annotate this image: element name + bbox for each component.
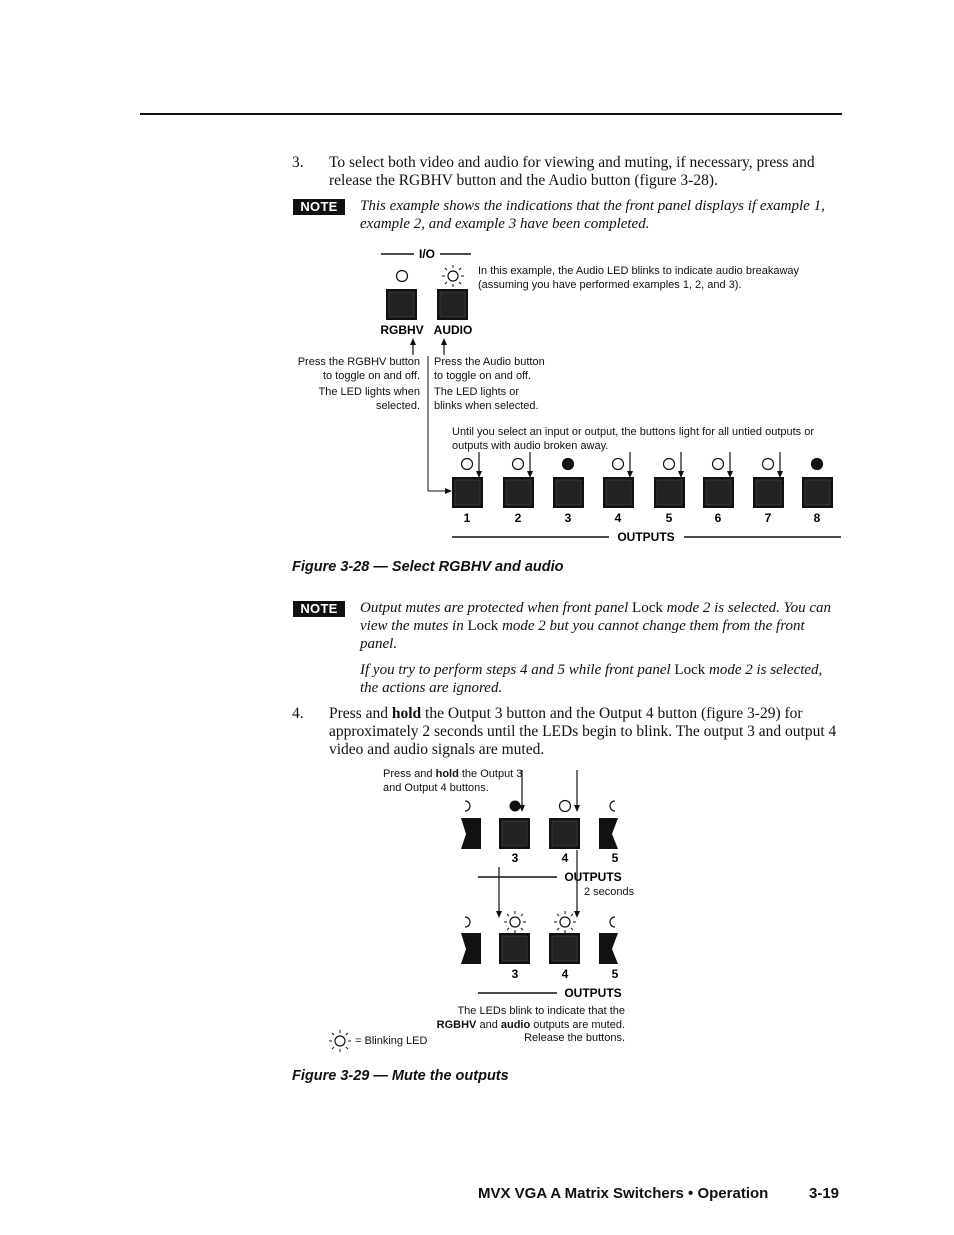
output-arrow-icon: [678, 471, 684, 478]
output-number: 6: [714, 511, 722, 525]
output-led-icon: [513, 459, 524, 470]
io-label: I/O: [418, 247, 436, 261]
output-arrow-icon: [727, 471, 733, 478]
outputs-label: OUTPUTS: [617, 530, 675, 544]
output-led-icon: [812, 459, 823, 470]
svg-text:3: 3: [511, 967, 519, 981]
output3-led-on-icon: [510, 801, 521, 812]
note-badge: NOTE: [293, 199, 345, 215]
page-number: 3-19: [809, 1185, 840, 1202]
output-arrow-icon: [476, 471, 482, 478]
figure-3-29-caption: Figure 3-29 — Mute the outputs: [292, 1068, 509, 1084]
audio-arrow-icon: [441, 338, 447, 345]
audio-led-note: In this example, the Audio LED blinks to indicate audio breakaway (assuming you have performed examples 1, 2, and 3).: [478, 265, 800, 291]
outputs-label-bottom: OUTPUTS: [564, 986, 622, 1000]
outputs-row: [452, 452, 833, 525]
output4-blinking-led-icon: [554, 911, 576, 933]
output-number: 5: [665, 511, 673, 525]
step-3-number: 3.: [292, 154, 304, 171]
svg-text:4: 4: [561, 851, 569, 865]
svg-text:4: 4: [561, 967, 569, 981]
output-number: 1: [463, 511, 471, 525]
output-number: 2: [514, 511, 522, 525]
legend-text: = Blinking LED: [355, 1035, 428, 1047]
output-led-icon: [563, 459, 574, 470]
note-badge-2: NOTE: [293, 601, 345, 617]
svg-text:5: 5: [611, 851, 619, 865]
note-2-para-2: If you try to perform steps 4 and 5 while front panel Lock mode 2 is selected, the actions are ignored.: [360, 662, 823, 696]
output-number: 3: [564, 511, 572, 525]
output-number: 8: [813, 511, 821, 525]
svg-text:5: 5: [611, 967, 619, 981]
output4-led-icon: [560, 801, 571, 812]
output-arrow-icon: [627, 471, 633, 478]
rgbhv-led-text: The LED lights when selected.: [318, 386, 420, 412]
audio-press-text: Press the Audio button to toggle on and off.: [434, 356, 545, 382]
output1-arrow-icon: [445, 488, 452, 494]
outputs-note: Until you select an input or output, the buttons light for all untied outputs or outputs with audio broken away.: [452, 426, 815, 452]
figure-3-28-caption: Figure 3-28 — Select RGBHV and audio: [292, 559, 564, 575]
outputs-label-top: OUTPUTS: [564, 870, 622, 884]
rgbhv-led-icon: [397, 271, 408, 282]
legend-blinking-led-icon: [329, 1030, 351, 1052]
output-led-icon: [713, 459, 724, 470]
output-led-icon: [664, 459, 675, 470]
press-hold-text: Press and hold the Output 3 and Output 4 buttons.: [383, 768, 523, 794]
output-arrow-icon: [527, 471, 533, 478]
two-seconds-text: 2 seconds: [584, 886, 635, 898]
audio-blinking-led-icon: [442, 265, 464, 287]
step-3-text: To select both video and audio for viewing and muting, if necessary, press and release the RGBHV button and the Audio button (figure 3-28).: [329, 154, 815, 189]
output-arrow-icon: [777, 471, 783, 478]
output3-blinking-led-icon: [504, 911, 526, 933]
audio-led-text: The LED lights or blinks when selected.: [434, 386, 539, 412]
footer-title: MVX VGA A Matrix Switchers • Operation: [478, 1185, 769, 1202]
svg-text:3: 3: [511, 851, 519, 865]
note-2-para-1: Output mutes are protected when front panel Lock mode 2 is selected. You can view the mutes in Lock mode 2 but you cannot change them from the front panel.: [360, 600, 832, 652]
rgbhv-press-text: Press the RGBHV button to toggle on and off.: [297, 356, 420, 382]
output-number: 4: [614, 511, 622, 525]
output-number: 7: [764, 511, 772, 525]
output-led-icon: [763, 459, 774, 470]
step-4-number: 4.: [292, 705, 304, 722]
rgbhv-arrow-icon: [410, 338, 416, 345]
step-4-text: Press and hold the Output 3 button and the Output 4 button (figure 3-29) for approximately 2 seconds until the LEDs begin to blink. The output 3 and output 4 video and audio signals are muted.: [329, 705, 837, 758]
audio-label: AUDIO: [433, 323, 473, 337]
output-led-icon: [462, 459, 473, 470]
output-led-icon: [613, 459, 624, 470]
blink-text: The LEDs blink to indicate that the RGBHV and audio outputs are muted. Release the buttons.: [436, 1005, 625, 1044]
note-text: This example shows the indications that the front panel displays if example 1, example 2, and example 3 have been completed.: [360, 198, 825, 232]
rgbhv-label: RGBHV: [380, 323, 424, 337]
